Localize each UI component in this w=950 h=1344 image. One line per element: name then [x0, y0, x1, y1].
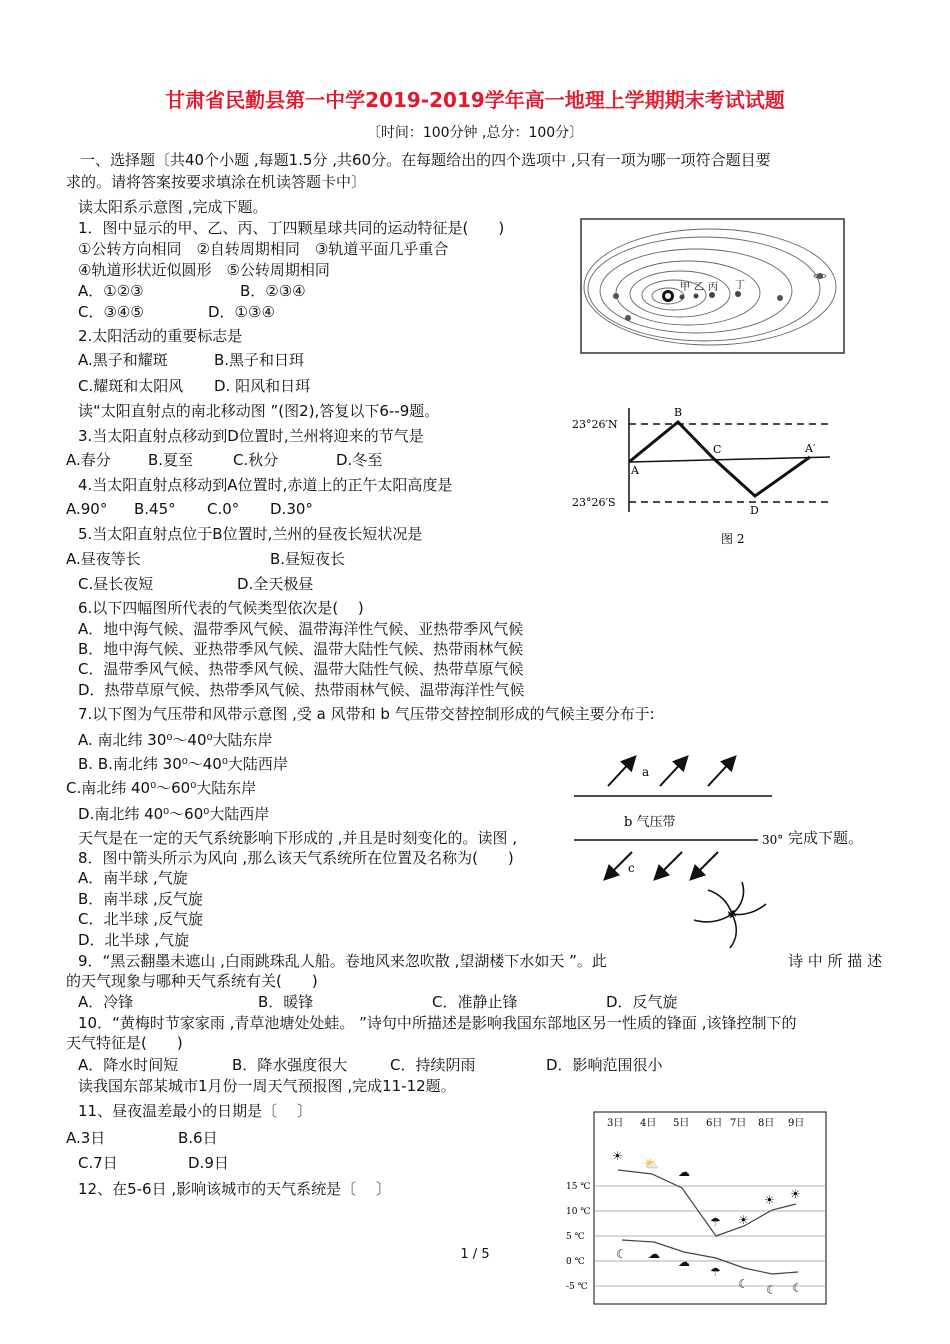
q1-option-b: B．②③④ — [240, 282, 306, 300]
temp-tick: 15 ℃ — [566, 1182, 591, 1192]
weather-system-figure — [682, 874, 782, 954]
q8-option-b: B．南半球 ,反气旋 — [78, 890, 203, 908]
q11-option-d: D.9日 — [188, 1154, 229, 1172]
q8-intro: 天气是在一定的天气系统影响下形成的 ,并且是时刻变化的。读图 , — [78, 829, 518, 847]
exam-time-score: 〔时间：100分钟 ,总分：100分〕 — [366, 125, 584, 141]
q7-option-d: D.南北纬 40⁰～60⁰大陆西岸 — [78, 805, 270, 823]
point-c: C — [713, 443, 722, 456]
q11-option-c: C.7日 — [78, 1154, 118, 1172]
moon-icon: ☾ — [616, 1247, 627, 1261]
q1-statements-2: ④轨道形状近似圆形 ⑤公转周期相同 — [78, 261, 330, 279]
moon-icon: ☾ — [738, 1277, 749, 1291]
pressure-belt-b-label: b 气压带 — [624, 815, 676, 830]
figure-2-caption: 图 2 — [721, 532, 745, 546]
q3-intro: 读“太阳直射点的南北移动图 ”(图2),答复以下6--9题。 — [78, 402, 440, 420]
page-title: 甘肃省民勤县第一中学2019-2019学年高一地理上学期期末考试试题 — [165, 88, 785, 112]
q3-option-c: C.秋分 — [233, 451, 279, 469]
q6-stem: 6.以下四幅图所代表的气候类型依次是( ) — [78, 599, 364, 617]
q3-stem: 3.当太阳直射点移动到D位置时,兰州将迎来的节气是 — [78, 427, 424, 445]
q5-option-a: A.昼夜等长 — [66, 550, 141, 568]
q5-stem: 5.当太阳直射点位于B位置时,兰州的昼夜长短状况是 — [78, 525, 423, 543]
q7-option-c: C.南北纬 40⁰～60⁰大陆东岸 — [66, 779, 257, 797]
q4-option-a: A.90° — [66, 500, 108, 518]
point-a: A — [631, 464, 639, 477]
sunny-icon: ☀ — [764, 1193, 775, 1207]
solar-system-figure — [580, 218, 845, 354]
q9-option-d: D．反气旋 — [606, 993, 678, 1011]
wind-belt-c-label: c — [628, 861, 635, 875]
q2-option-d: D. 阳风和日珥 — [214, 377, 311, 395]
q3-option-b: B.夏至 — [148, 451, 194, 469]
q6-option-c: C．温带季风气候、热带季风气候、温带大陆性气候、热带草原气候 — [78, 660, 524, 678]
lat-north-label: 23°26′N — [572, 418, 618, 431]
q8-intro-end: 完成下题。 — [788, 829, 864, 847]
label-ding: 丁 — [735, 280, 745, 291]
partly-cloudy-icon: ⛅ — [644, 1157, 659, 1171]
day-label: 8日 — [758, 1118, 775, 1129]
temp-tick: 10 ℃ — [566, 1207, 591, 1217]
q8-option-c: C．北半球 ,反气旋 — [78, 910, 204, 928]
q6-option-b: B．地中海气候、亚热带季风气候、温带大陆性气候、热带雨林气候 — [78, 640, 524, 658]
page-number: 1 / 5 — [460, 1247, 490, 1262]
q3-option-a: A.春分 — [66, 451, 111, 469]
q1-intro: 读太阳系示意图 ,完成下题。 — [78, 198, 268, 216]
q9-option-a: A．冷锋 — [78, 993, 134, 1011]
planet-outer-right — [777, 295, 783, 301]
sunny-icon: ☀ — [790, 1187, 801, 1201]
planet-outer-left — [613, 293, 619, 299]
lat-south-label: 23°26′S — [572, 496, 616, 509]
q10-option-a: A．降水时间短 — [78, 1056, 179, 1074]
q4-option-b: B.45° — [134, 500, 176, 518]
day-label: 6日 — [706, 1118, 723, 1129]
q1-statements-1: ①公转方向相同 ②自转周期相同 ③轨道平面几乎重合 — [78, 240, 449, 258]
day-label: 3日 — [607, 1118, 624, 1129]
q11-option-b: B.6日 — [178, 1129, 218, 1147]
rain-icon: ☂ — [710, 1215, 721, 1229]
q5-option-d: D.全天极昼 — [237, 575, 314, 593]
q10-stem-line2: 天气特征是( ) — [66, 1034, 183, 1052]
q9-option-b: B．暖锋 — [258, 993, 314, 1011]
q6-option-d: D．热带草原气候、热带季风气候、热带雨林气候、温带海洋性气候 — [78, 681, 525, 699]
q5-option-b: B.昼短夜长 — [270, 550, 346, 568]
section-instructions-line2: 求的。请将答案按要求填涂在机读答题卡中〕 — [66, 173, 367, 191]
q3-option-d: D.冬至 — [336, 451, 383, 469]
planet-outer-bottom — [625, 315, 631, 321]
q8-stem: 8．图中箭头所示为风向 ,那么该天气系统所在位置及名称为( ) — [78, 849, 514, 867]
q11-option-a: A.3日 — [66, 1129, 106, 1147]
wind-belt-a-label: a — [642, 765, 650, 779]
point-d: D — [750, 504, 759, 517]
moon-icon: ☾ — [792, 1281, 803, 1295]
rain-icon: ☂ — [710, 1265, 721, 1279]
section-instructions-line1: 一、选择题〔共40个小题 ,每题1.5分 ,共60分。在每题给出的四个选项中 ,只有一项为哪一项符合题目要 — [80, 151, 771, 169]
planet-ding — [735, 291, 741, 297]
weather-forecast-figure — [566, 1108, 831, 1308]
q7-stem: 7.以下图为气压带和风带示意图 ,受 a 风带和 b 气压带交替控制形成的气候主要分布于: — [78, 705, 655, 723]
cloudy-icon: ☁ — [678, 1165, 690, 1179]
q6-option-a: A．地中海气候、温带季风气候、温带海洋性气候、亚热带季风气候 — [78, 620, 524, 638]
moon-cloud-icon: ☁ — [648, 1247, 660, 1261]
q11-stem: 11、昼夜温差最小的日期是〔 〕 — [78, 1102, 312, 1120]
q2-option-c: C.耀斑和太阳风 — [78, 377, 184, 395]
cloudy-icon: ☁ — [678, 1255, 690, 1269]
q11-intro: 读我国东部某城市1月份一周天气预报图 ,完成11-12题。 — [78, 1077, 456, 1095]
pressure-wind-belt-figure — [572, 748, 812, 888]
planet-yi — [694, 294, 699, 299]
q7-option-a: A. 南北纬 30⁰～40⁰大陆东岸 — [78, 731, 273, 749]
q7-option-b: B. B.南北纬 30⁰～40⁰大陆西岸 — [78, 755, 288, 773]
q2-option-a: A.黑子和耀斑 — [78, 351, 168, 369]
sun-icon — [662, 290, 674, 302]
label-bing: 丙 — [708, 282, 718, 293]
q9-stem: 9．“黑云翻墨未遮山 ,白雨跳珠乱人船。卷地风来忽吹散 ,望湖楼下水如天 ”。此 — [78, 952, 607, 970]
sunny-icon: ☀ — [612, 1149, 623, 1163]
day-label: 5日 — [673, 1118, 690, 1129]
q2-stem: 2.太阳活动的重要标志是 — [78, 327, 243, 345]
q10-option-b: B．降水强度很大 — [232, 1056, 348, 1074]
q10-stem: 10．“黄梅时节家家雨 ,青草池塘处处蛙。 ”诗句中所描述是影响我国东部地区另一性质的锋面 ,该锋控制下的 — [78, 1014, 797, 1032]
q5-option-c: C.昼长夜短 — [78, 575, 154, 593]
q9-stem-line2: 的天气现象与哪种天气系统有关( ) — [66, 972, 318, 990]
q1-option-d: D．①③④ — [208, 303, 275, 321]
q1-option-a: A．①②③ — [78, 282, 144, 300]
day-label: 7日 — [730, 1118, 747, 1129]
q2-option-b: B.黑子和日珥 — [214, 351, 305, 369]
q10-option-d: D．影响范围很小 — [546, 1056, 663, 1074]
point-a-prime: A′ — [805, 442, 816, 455]
q1-option-c: C．③④⑤ — [78, 303, 144, 321]
temp-tick: 0 ℃ — [566, 1257, 585, 1267]
sunny-icon: ☀ — [738, 1213, 749, 1227]
q9-stem-end: 诗 中 所 描 述 — [788, 952, 883, 970]
label-jia: 甲 — [680, 282, 690, 293]
figure-2-direct-sun-movement — [572, 400, 842, 550]
planet-jia — [680, 295, 685, 300]
temp-tick: -5 ℃ — [566, 1282, 588, 1292]
q12-stem: 12、在5-6日 ,影响该城市的天气系统是〔 〕 — [78, 1180, 391, 1198]
temp-tick: 5 ℃ — [566, 1232, 585, 1242]
q4-option-d: D.30° — [270, 500, 313, 518]
label-yi: 乙 — [694, 282, 704, 293]
q1-stem: 1．图中显示的甲、乙、丙、丁四颗星球共同的运动特征是( ) — [78, 219, 505, 237]
q9-option-c: C．准静止锋 — [432, 993, 518, 1011]
point-b: B — [674, 406, 683, 419]
q4-option-c: C.0° — [207, 500, 240, 518]
q10-option-c: C．持续阴雨 — [390, 1056, 476, 1074]
q4-stem: 4.当太阳直射点移动到A位置时,赤道上的正午太阳高度是 — [78, 476, 453, 494]
day-label: 9日 — [788, 1118, 805, 1129]
q8-option-d: D．北半球 ,气旋 — [78, 931, 190, 949]
moon-icon: ☾ — [766, 1283, 777, 1297]
latitude-30-label: 30° — [762, 833, 784, 847]
q8-option-a: A．南半球 ,气旋 — [78, 869, 188, 887]
day-label: 4日 — [640, 1118, 657, 1129]
